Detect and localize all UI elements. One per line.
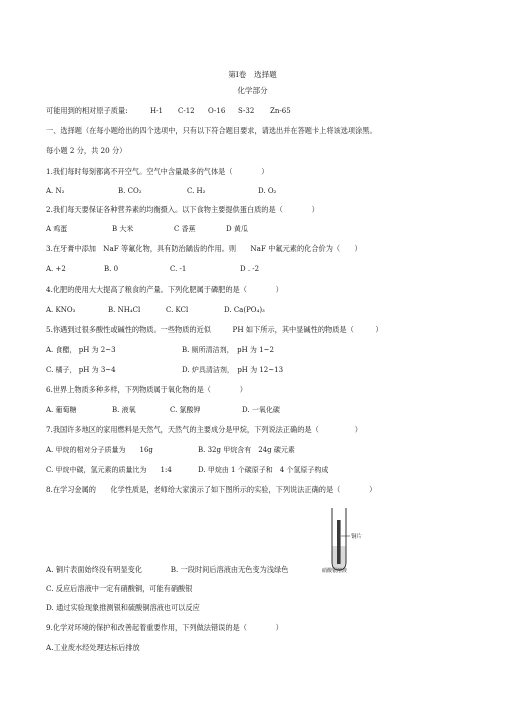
q1-option-c: C. H₂ xyxy=(187,187,206,195)
q4-option-b: B. NH₄Cl xyxy=(108,306,141,314)
q7-option-b: B. 32g 甲烷含有 24g 碳元素 xyxy=(198,446,295,454)
q3-option-c: C. -1 xyxy=(170,265,187,273)
q1-option-d: D. O₂ xyxy=(258,187,277,195)
q2-option-b: B 大米 xyxy=(112,225,134,233)
mass-h: H-1 xyxy=(150,107,163,115)
q2-option-c: C 香蕉 xyxy=(174,225,196,233)
mass-s: S-32 xyxy=(238,107,255,115)
q7-option-c: C. 甲烷中碳，氢元素的质量比为 1:4 xyxy=(46,466,172,474)
q8-option-c: C. 反应后溶液中一定有硝酸铜，可能有硝酸银 xyxy=(46,584,193,593)
q7-option-a: A. 甲烷的相对分子质量为 16g xyxy=(46,446,153,454)
q9-stem: 9.化学对环境的保护和改善起着重要作用，下列做法错误的是（ ） xyxy=(46,623,283,632)
q5-option-a: A. 食醋， pH 为 2~3 xyxy=(46,346,116,354)
q6-option-b: B. 液氧 xyxy=(112,406,136,414)
q5-option-c: C. 橘子， pH 为 3~4 xyxy=(46,366,116,374)
q2-option-d: D 黄瓜 xyxy=(226,225,248,233)
mass-zn: Zn-65 xyxy=(270,107,291,115)
q7-option-d: D. 甲烷由 1 个碳原子和 4 个氢原子构成 xyxy=(198,466,329,474)
section-title: 一、选择题（在每小题给出的四个选项中，只有以下符合题目要求，请选出并在答题卡上将该选项涂黑。 xyxy=(46,126,377,135)
copper-label: 铜片 xyxy=(351,534,363,540)
q2-stem: 2.我们每天要保证各种营养素的均衡摄入。以下食物主要提供蛋白质的是（ ） xyxy=(46,205,319,214)
q6-option-d: D. 一氧化碳 xyxy=(242,406,280,414)
q6-option-a: A. 葡萄糖 xyxy=(46,406,77,414)
q4-option-a: A. KNO₃ xyxy=(46,306,76,314)
test-tube-figure xyxy=(322,506,376,574)
q3-option-d: D . -2 xyxy=(240,265,260,273)
q9-option-a: A.工业废水经处理达标后排放 xyxy=(46,643,140,652)
mass-o: O-16 xyxy=(208,107,226,115)
q8-option-ab: A. 铜片表面始终没有明显变化 B. 一段时间后溶液由无色变为浅绿色 xyxy=(46,565,289,574)
page-title: 第Ⅰ卷 选择题 xyxy=(228,70,277,79)
q6-option-c: C. 氯酸钾 xyxy=(170,406,201,414)
q2-option-a: A 鸡蛋 xyxy=(46,225,68,233)
q5-option-d: D. 炉具清洁剂， pH 为 12~13 xyxy=(182,366,284,374)
q6-stem: 6.世界上物质多种多样，下列物质属于氧化物的是（ ） xyxy=(46,385,247,394)
q3-option-a: A. +2 xyxy=(46,265,66,273)
q5-stem: 5.你遇到过很多酸性或碱性的物质。一些物质的近似 PH 如下所示，其中显碱性的物质是（ ） xyxy=(46,325,383,334)
section-title-cont: 每小题 2 分，共 20 分） xyxy=(46,146,127,155)
q4-stem: 4.化肥的使用大大提高了粮食的产量。下列化肥属于磷肥的是（ ） xyxy=(46,285,283,294)
q4-option-c: C. KCl xyxy=(166,306,189,314)
q7-stem: 7.我国许多地区的家用燃料是天然气，天然气的主要成分是甲烷，下列说法正确的是（ ） xyxy=(46,425,362,434)
copper-strip xyxy=(337,520,341,564)
q3-stem: 3.在牙膏中添加 NaF 等氟化物，具有防治龋齿的作用。则 NaF 中氟元素的化合价为（ ） xyxy=(46,244,362,253)
atomic-mass-label: 可能用到的相对原子质量: xyxy=(46,106,128,115)
q5-option-b: B. 厕所清洁剂， pH 为 1~2 xyxy=(182,346,274,354)
q1-stem: 1.我们每时每刻都离不开空气。空气中含量最多的气体是（ ） xyxy=(46,167,269,176)
atomic-mass-line xyxy=(46,106,128,116)
q1-option-b: B. CO₂ xyxy=(118,187,142,195)
mass-c: C-12 xyxy=(178,107,195,115)
page-subtitle: 化学部分 xyxy=(237,86,268,95)
q4-option-d: D. Ca(PO₄)₃ xyxy=(224,306,265,314)
q3-option-b: B. 0 xyxy=(104,265,119,273)
q8-stem: 8.在学习金属的 化学性质是，老师给大家演示了如下图所示的实验，下列说法正确的是（ ） xyxy=(46,485,377,494)
q8-option-d: D. 通过实验现象推测银和硫酸铜溶液也可以反应 xyxy=(46,603,200,612)
solution-label: 硝酸银溶液 xyxy=(322,568,348,574)
q1-option-a: A. N₂ xyxy=(46,187,65,195)
